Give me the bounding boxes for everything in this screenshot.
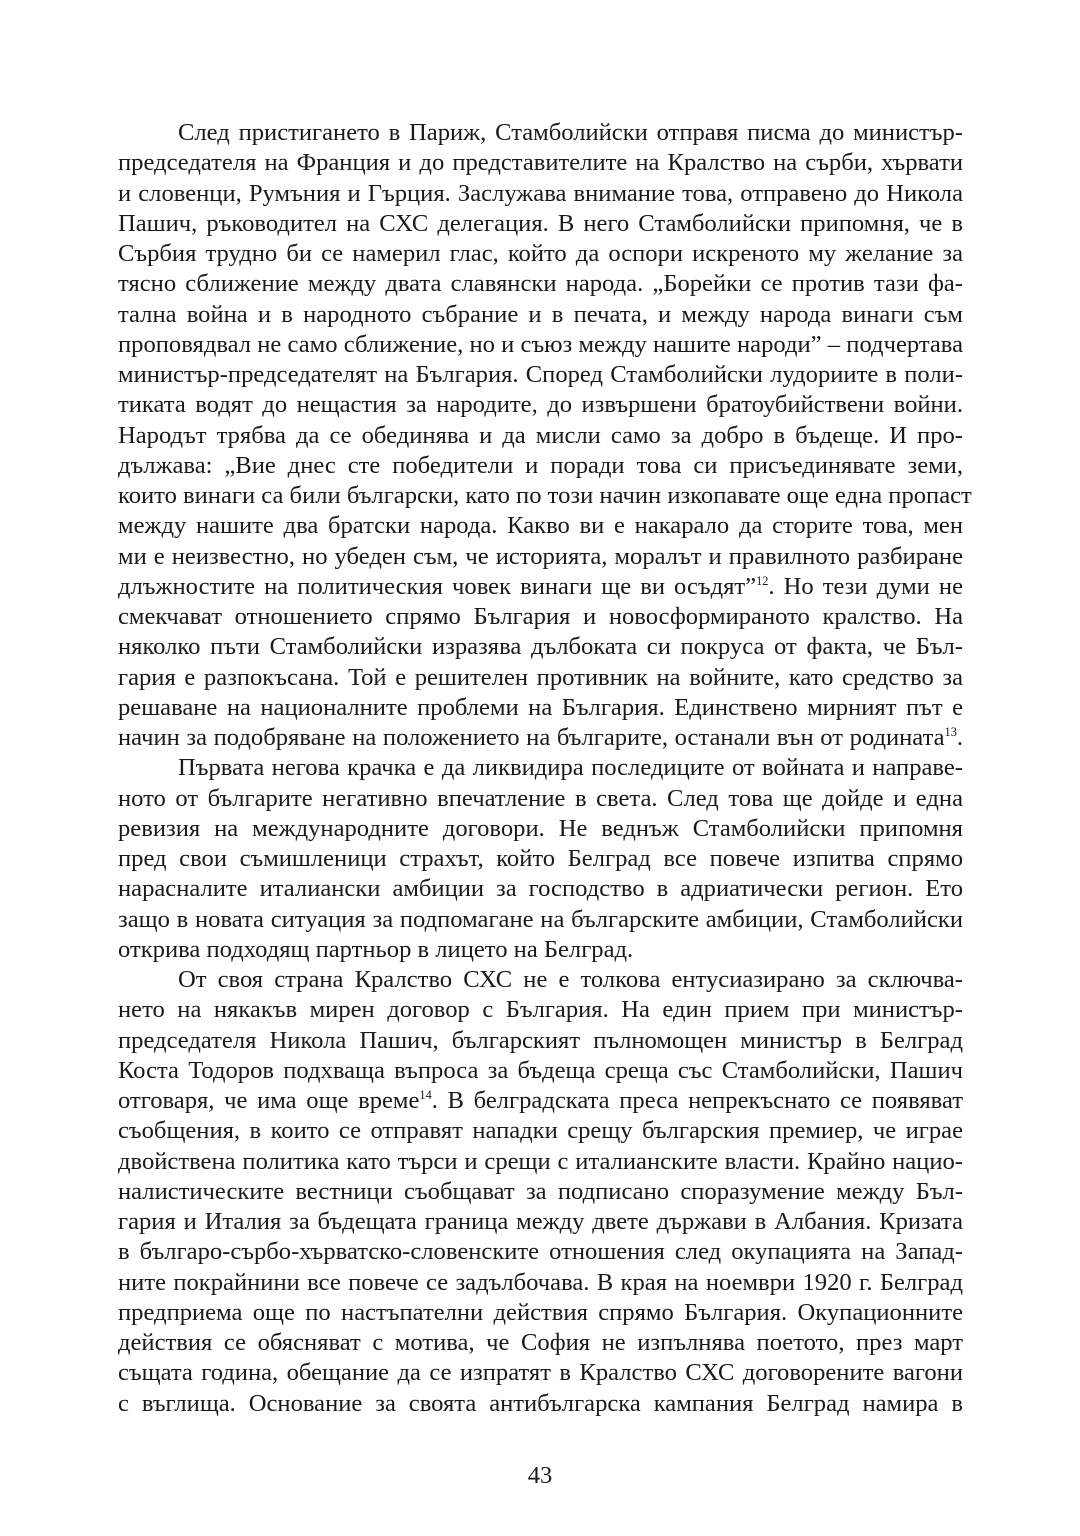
text-line (118, 1147, 963, 1177)
text-line (118, 421, 963, 451)
text-line (118, 451, 963, 481)
line-text: защо в новата ситуация за подпомагане на българските амбиции, Стамболийски (118, 905, 963, 933)
text-line (118, 148, 963, 178)
line-text: Коста Тодоров подхваща въпроса за бъдеща среща със Стамболийски, Пашич (118, 1056, 963, 1084)
line-text: открива подходящ партньор в лицето на Белград. (118, 935, 634, 963)
text-line (118, 1298, 963, 1328)
line-text: действия се обясняват с мотива, че София не изпълнява поетото, през март (118, 1329, 963, 1356)
text-line (118, 1026, 963, 1056)
text-line (118, 118, 963, 148)
text-line (118, 179, 963, 209)
line-text: Пашич, ръководител на СХС делегация. В него Стамболийски припомня, че в (118, 209, 963, 237)
line-text: отговаря, че има още време (118, 1087, 420, 1114)
footnote-reference: 14 (419, 1087, 432, 1102)
text-line (118, 542, 963, 572)
line-text: ното от българите негативно впечатление в света. След това ще дойде и една (118, 784, 963, 812)
text-line (118, 814, 963, 844)
line-text: между нашите два братски народа. Какво ви е накарало да сторите това, мен (118, 512, 963, 540)
text-line (118, 1086, 963, 1116)
text-line (118, 874, 963, 904)
line-text: предприема още по настъпателни действия спрямо България. Окупационните (118, 1298, 963, 1326)
line-text: След пристигането в Париж, Стамболийски отправя писма до министър- (178, 119, 963, 146)
line-text: в българо-сърбо-хърватско-словенските отношения след окупацията на Запад- (118, 1238, 963, 1266)
line-text: няколко пъти Стамболийски изразява дълбоката си покруса от факта, че Бъл- (118, 633, 963, 661)
line-text: и словенци, Румъния и Гърция. Заслужава внимание това, отправено до Никола (118, 179, 963, 207)
text-line (118, 1358, 963, 1388)
line-text-continuation: . Но тези думи не (768, 572, 963, 600)
footnote-reference: 13 (944, 724, 957, 739)
text-line (118, 572, 963, 602)
text-line (118, 602, 963, 632)
text-line (118, 1177, 963, 1207)
line-text: същата година, обещание да се изпратят в Кралство СХС договорените вагони (118, 1359, 963, 1387)
line-text: пред свои съмишленици страхът, който Белград все повече изпитва спрямо (118, 845, 963, 872)
text-line (118, 481, 972, 511)
line-text: ми е неизвестно, но убеден съм, че историята, моралът и правилното разбиране (118, 542, 963, 570)
text-line (118, 632, 963, 662)
text-line (118, 784, 963, 814)
line-text: министър-председателят на България. Според Стамболийски лудориите в поли- (118, 361, 963, 388)
text-line (118, 753, 963, 783)
footnote-reference: 12 (756, 573, 769, 588)
line-text: ревизия на международните договори. Не веднъж Стамболийски припомня (118, 814, 963, 842)
text-line (118, 1237, 963, 1267)
line-text: нето на някакъв мирен договор с България. На един прием при министър- (118, 996, 963, 1024)
text-line (118, 693, 963, 723)
line-text: начин за подобряване на положението на българите, останали вън от родината (118, 724, 945, 751)
line-text: които винаги са били български, като по този начин изкопавате още една пропаст (118, 482, 972, 509)
line-text: решаване на националните проблеми на България. Единствено мирният път е (118, 693, 963, 721)
text-line (118, 935, 963, 965)
text-line (118, 269, 963, 299)
line-text: двойствена политика като търси и срещи с италианските власти. Крайно нацио- (118, 1147, 963, 1175)
text-line (118, 511, 963, 541)
line-text: председателя Никола Пашич, българският пълномощен министър в Белград (118, 1026, 963, 1054)
text-line (118, 1207, 963, 1237)
line-text: гария е разпокъсана. Той е решителен противник на войните, като средство за (118, 663, 963, 691)
text-line (118, 330, 963, 360)
text-line (118, 995, 963, 1025)
line-text: Сърбия трудно би се намерил глас, който да оспори искреното му желание за (118, 240, 963, 267)
line-text: проповядвал не само сближение, но и съюз между нашите народи” – подчертава (118, 330, 963, 358)
line-text: ните покрайнини все повече се задълбочава. В края на ноември 1920 г. Белград (118, 1268, 963, 1296)
line-text: длъжностите на политическия човек винаги ще ви осъдят” (118, 572, 757, 600)
text-line (118, 663, 963, 693)
text-line (118, 239, 963, 269)
line-text: тясно сближение между двата славянски народа. „Борейки се против тази фа- (118, 270, 963, 298)
text-line (118, 390, 963, 420)
text-line (118, 965, 963, 995)
line-text: смекчават отношението спрямо България и новосформираното кралство. На (118, 603, 963, 630)
text-line (118, 1268, 963, 1298)
text-line (118, 905, 963, 935)
line-text: налистическите вестници съобщават за подписано споразумение между Бъл- (118, 1177, 963, 1205)
line-text: гария и Италия за бъдещата граница между двете държави в Албания. Кризата (118, 1208, 963, 1235)
line-text: Първата негова крачка е да ликвидира последиците от войната и направе- (178, 754, 963, 782)
line-text: тиката водят до нещастия за народите, до извършени братоубийствени войни. (118, 391, 963, 419)
text-line (118, 300, 963, 330)
text-line (118, 209, 963, 239)
line-text-continuation: . (956, 724, 963, 751)
text-line (118, 1116, 963, 1146)
text-line (118, 1328, 963, 1358)
page-body (118, 118, 972, 1419)
text-line (118, 1056, 963, 1086)
text-line (118, 1389, 963, 1419)
line-text: нарасналите италиански амбиции за господство в адриатически регион. Ето (118, 875, 963, 903)
page-number: 43 (527, 1462, 553, 1489)
line-text-continuation: . В белградската преса непрекъснато се появяват (431, 1087, 963, 1114)
text-line (118, 360, 963, 390)
line-text: От своя страна Кралство СХС не е толкова ентусиазирано за сключва- (178, 966, 963, 993)
line-text: председателя на Франция и до представителите на Кралство на сърби, хървати (118, 149, 963, 177)
text-line (118, 723, 963, 753)
line-text: дължава: „Вие днес сте победители и поради това си присъединявате земи, (118, 451, 963, 479)
text-line (118, 844, 963, 874)
line-text: съобщения, в които се отправят нападки срещу българския премиер, че играе (118, 1117, 963, 1145)
line-text: тална война и в народното събрание и в печата, и между народа винаги съм (118, 300, 963, 328)
line-text: с въглища. Основание за своята антибългарска кампания Белград намира в (118, 1389, 963, 1417)
line-text: Народът трябва да се обединява и да мисли само за добро в бъдеще. И про- (118, 421, 963, 449)
